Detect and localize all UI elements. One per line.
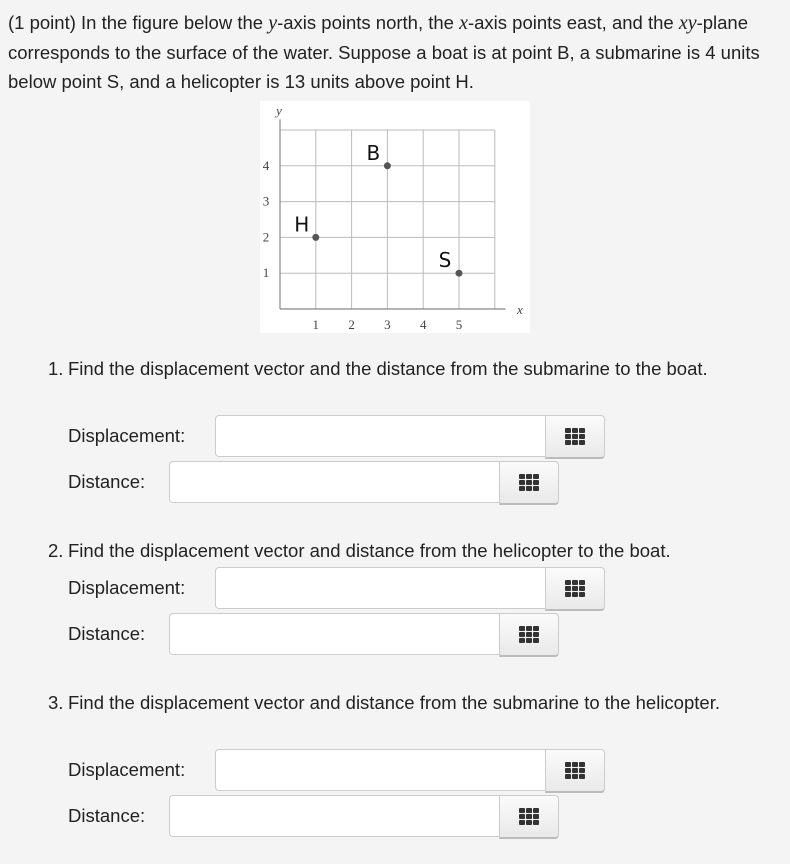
x-tick-label: 2 [348, 317, 355, 332]
q3-distance-input[interactable] [169, 795, 499, 837]
question-2: 2. Find the displacement vector and distance from the helicopter to the boat. [48, 540, 671, 561]
y-tick-label: 2 [262, 229, 270, 245]
equation-palette-grid-icon [565, 762, 585, 779]
point-B [384, 162, 391, 169]
q1-displacement-palette-button[interactable] [545, 415, 605, 459]
equation-palette-grid-icon [565, 580, 585, 597]
q3-displacement-palette-button[interactable] [545, 749, 605, 793]
q1-distance-input[interactable] [169, 461, 499, 503]
y-axis-label: y [276, 103, 282, 118]
point-label-H: H [294, 212, 310, 237]
grid-plot [260, 101, 530, 333]
displacement-label: Displacement: [68, 577, 186, 598]
displacement-label: Displacement: [68, 425, 186, 446]
problem-statement: (1 point) In the figure below the y-axis points north, the x-axis points east, and the xy-plane corresponds to the surface of the water. Suppose a boat is at point B, a submarine is 4 units below point S, and a helicopter is 13 units above point H. [8, 12, 760, 92]
q1-distance-palette-button[interactable] [499, 461, 559, 505]
x-tick-label: 1 [312, 317, 320, 332]
q2-distance-input[interactable] [169, 613, 499, 655]
point-H [312, 234, 319, 241]
y-tick-label: 1 [262, 265, 270, 281]
point-label-S: S [438, 248, 452, 273]
distance-label: Distance: [68, 623, 146, 644]
q3-displacement-input[interactable] [215, 749, 545, 791]
distance-label: Distance: [68, 805, 146, 826]
q2-displacement-palette-button[interactable] [545, 567, 605, 611]
x-tick-label: 5 [455, 317, 463, 332]
displacement-label: Displacement: [68, 759, 186, 780]
question-3: 3. Find the displacement vector and distance from the submarine to the helicopter. [48, 692, 720, 713]
q2-distance-palette-button[interactable] [499, 613, 559, 657]
point-S [456, 270, 463, 277]
q1-displacement-input[interactable] [215, 415, 545, 457]
x-axis-label: x [516, 302, 523, 317]
y-tick-label: 4 [262, 157, 270, 173]
point-label-B: B [366, 140, 381, 165]
distance-label: Distance: [68, 471, 146, 492]
question-1: 1. Find the displacement vector and the distance from the submarine to the boat. [48, 358, 708, 379]
equation-palette-grid-icon [565, 428, 585, 445]
x-tick-label: 3 [384, 317, 391, 332]
equation-palette-grid-icon [519, 626, 539, 643]
coordinate-figure [260, 101, 530, 333]
equation-palette-grid-icon [519, 474, 539, 491]
x-tick-label: 4 [419, 317, 427, 332]
equation-palette-grid-icon [519, 808, 539, 825]
q3-distance-palette-button[interactable] [499, 795, 559, 839]
q2-displacement-input[interactable] [215, 567, 545, 609]
y-tick-label: 3 [262, 193, 270, 209]
